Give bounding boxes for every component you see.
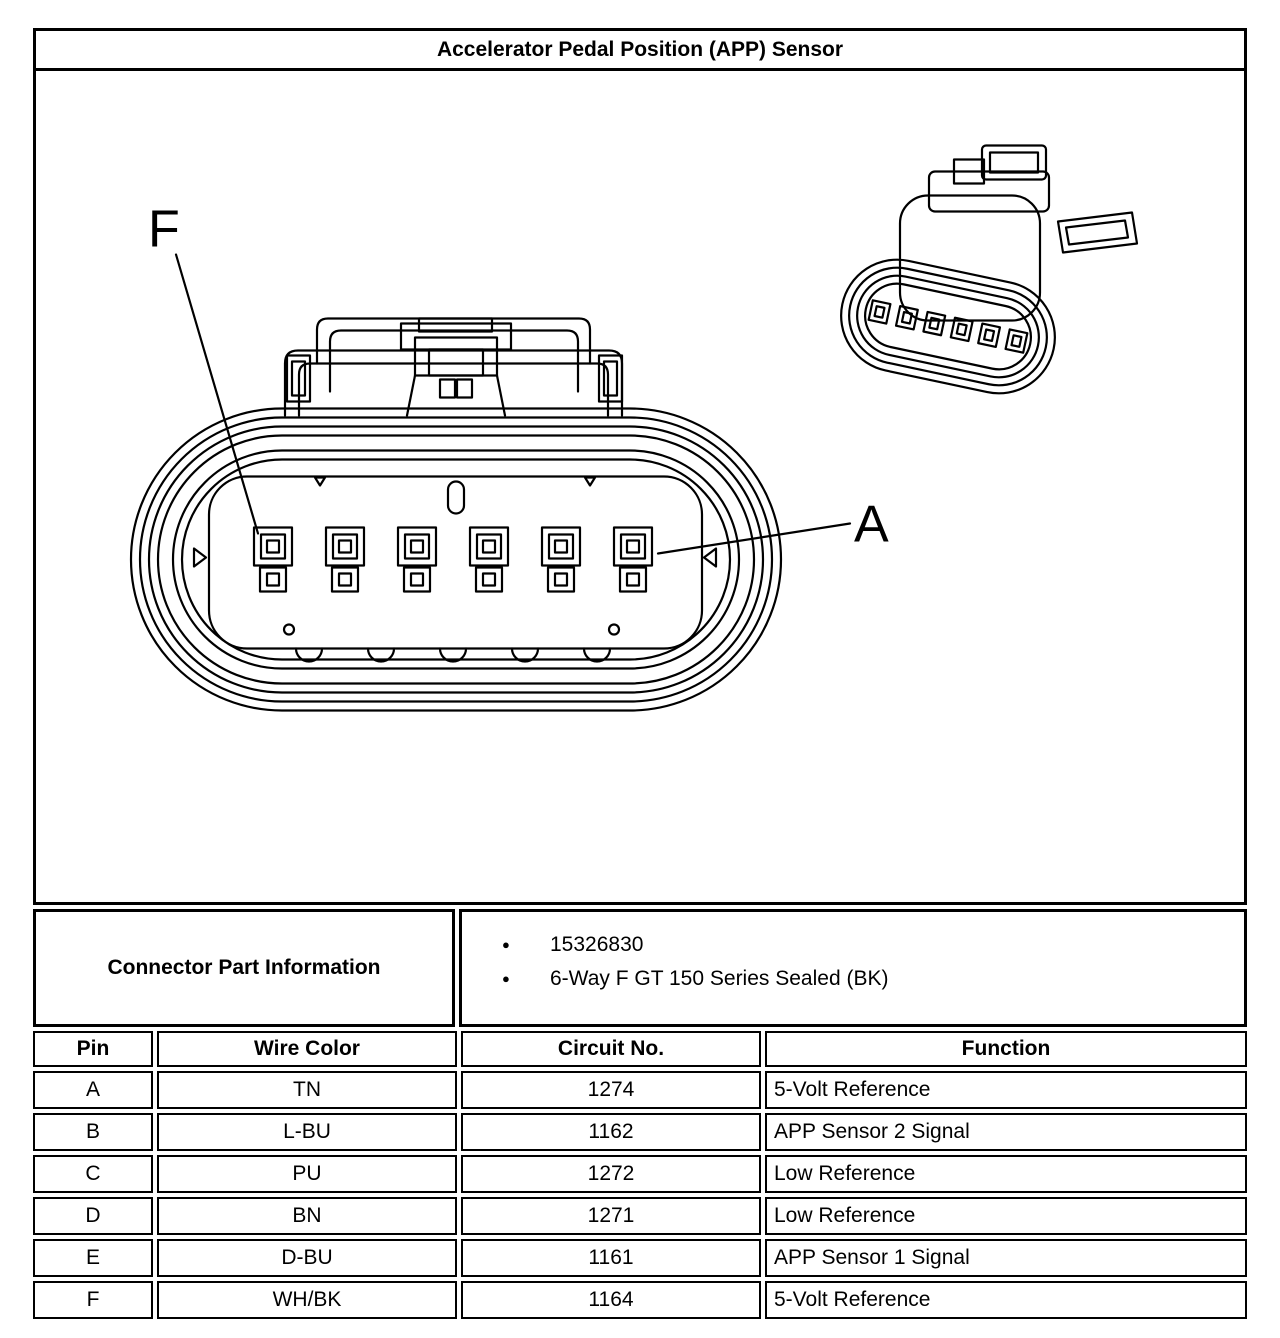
circuit-cell: 1164 bbox=[461, 1281, 761, 1319]
connector-front-view bbox=[131, 409, 781, 711]
col-header-function: Function bbox=[765, 1031, 1247, 1067]
connector-part-info-label: Connector Part Information bbox=[33, 909, 455, 1027]
circuit-cell: 1162 bbox=[461, 1113, 761, 1151]
col-header-circuit-no: Circuit No. bbox=[461, 1031, 761, 1067]
col-header-wire-color: Wire Color bbox=[157, 1031, 457, 1067]
connector-part-info-section bbox=[33, 909, 1247, 1027]
part-number-item: ● 15326830 bbox=[502, 928, 1244, 962]
function-cell: Low Reference bbox=[765, 1155, 1247, 1193]
pin-cell: A bbox=[33, 1071, 153, 1109]
connector-diagram bbox=[36, 71, 1244, 902]
pin-cell: F bbox=[33, 1281, 153, 1319]
circuit-cell: 1274 bbox=[461, 1071, 761, 1109]
wire-color-cell: WH/BK bbox=[157, 1281, 457, 1319]
connector-perspective-view bbox=[831, 146, 1137, 404]
connector-type-item: ● 6-Way F GT 150 Series Sealed (BK) bbox=[502, 962, 1244, 996]
wire-color-cell: PU bbox=[157, 1155, 457, 1193]
terminal-row bbox=[254, 528, 652, 592]
wire-color-cell: L-BU bbox=[157, 1113, 457, 1151]
circuit-cell: 1161 bbox=[461, 1239, 761, 1277]
pin-cell: B bbox=[33, 1113, 153, 1151]
function-cell: APP Sensor 2 Signal bbox=[765, 1113, 1247, 1151]
pin-table bbox=[33, 1031, 1247, 1319]
function-cell: APP Sensor 1 Signal bbox=[765, 1239, 1247, 1277]
figure-box bbox=[33, 28, 1247, 905]
connector-diagram-svg bbox=[36, 71, 1244, 902]
function-cell: 5-Volt Reference bbox=[765, 1071, 1247, 1109]
pin-label-f: F bbox=[148, 200, 180, 259]
connector-part-info-values bbox=[459, 909, 1247, 1027]
wire-color-cell: D-BU bbox=[157, 1239, 457, 1277]
page-title: Accelerator Pedal Position (APP) Sensor bbox=[36, 31, 1244, 71]
circuit-cell: 1271 bbox=[461, 1197, 761, 1235]
wire-color-cell: TN bbox=[157, 1071, 457, 1109]
callouts bbox=[148, 201, 889, 554]
circuit-cell: 1272 bbox=[461, 1155, 761, 1193]
col-header-pin: Pin bbox=[33, 1031, 153, 1067]
connector-part-list bbox=[462, 912, 1244, 996]
function-cell: 5-Volt Reference bbox=[765, 1281, 1247, 1319]
pin-label-a: A bbox=[854, 495, 889, 554]
function-cell: Low Reference bbox=[765, 1197, 1247, 1235]
pin-cell: C bbox=[33, 1155, 153, 1193]
connector-lock-assembly bbox=[285, 319, 622, 416]
pin-cell: D bbox=[33, 1197, 153, 1235]
pin-cell: E bbox=[33, 1239, 153, 1277]
wire-color-cell: BN bbox=[157, 1197, 457, 1235]
